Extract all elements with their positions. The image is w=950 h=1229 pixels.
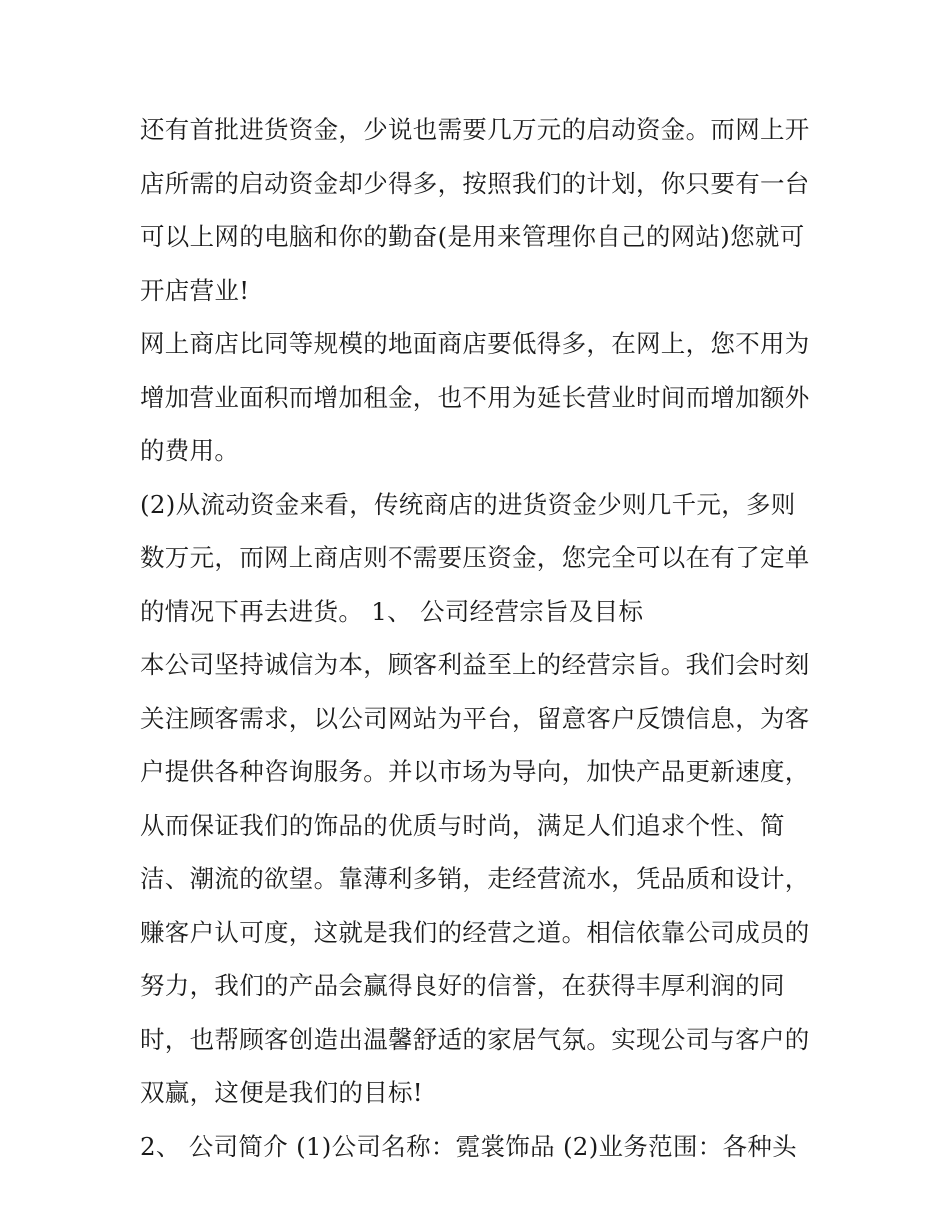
text-line: 开店营业! bbox=[140, 275, 250, 305]
text-line: (2)从流动资金来看，传统商店的进货资金少则几千元，多则 bbox=[140, 489, 796, 519]
text-line: 店所需的启动资金却少得多，按照我们的计划，你只要有一台 bbox=[140, 168, 810, 198]
text-line: 从而保证我们的饰品的优质与时尚，满足人们追求个性、简 bbox=[140, 810, 785, 840]
text-line: 本公司坚持诚信为本，顾客利益至上的经营宗旨。我们会时刻 bbox=[140, 650, 810, 679]
text-line: 双赢，这便是我们的目标! bbox=[140, 1078, 423, 1107]
text-line: 2、 公司简介 (1)公司名称：霓裳饰品 (2)业务范围：各种头 bbox=[140, 1131, 797, 1161]
text-line: 的情况下再去进货。 1、 公司经营宗旨及目标 bbox=[140, 596, 644, 626]
text-line: 网上商店比同等规模的地面商店要低得多，在网上，您不用为 bbox=[140, 329, 810, 358]
text-line: 增加营业面积而增加租金，也不用为延长营业时间而增加额外 bbox=[140, 382, 810, 412]
text-line: 还有首批进货资金，少说也需要几万元的启动资金。而网上开 bbox=[140, 115, 810, 144]
text-line: 数万元，而网上商店则不需要压资金，您完全可以在有了定单 bbox=[140, 543, 810, 572]
text-line: 可以上网的电脑和你的勤奋(是用来管理你自己的网站)您就可 bbox=[140, 222, 805, 251]
text-line: 努力，我们的产品会赢得良好的信誉，在获得丰厚利润的同 bbox=[140, 971, 785, 1000]
text-line: 户提供各种咨询服务。并以市场为导向，加快产品更新速度， bbox=[140, 757, 810, 786]
text-line: 赚客户认可度，这就是我们的经营之道。相信依靠公司成员的 bbox=[140, 917, 810, 947]
text-line: 时，也帮顾客创造出温馨舒适的家居气氛。实现公司与客户的 bbox=[140, 1024, 810, 1054]
text-line: 洁、潮流的欲望。靠薄利多销，走经营流水，凭品质和设计， bbox=[140, 864, 810, 893]
text-line: 关注顾客需求，以公司网站为平台，留意客户反馈信息，为客 bbox=[140, 703, 810, 733]
body-text bbox=[140, 103, 820, 1173]
text-line: 的费用。 bbox=[140, 436, 240, 465]
